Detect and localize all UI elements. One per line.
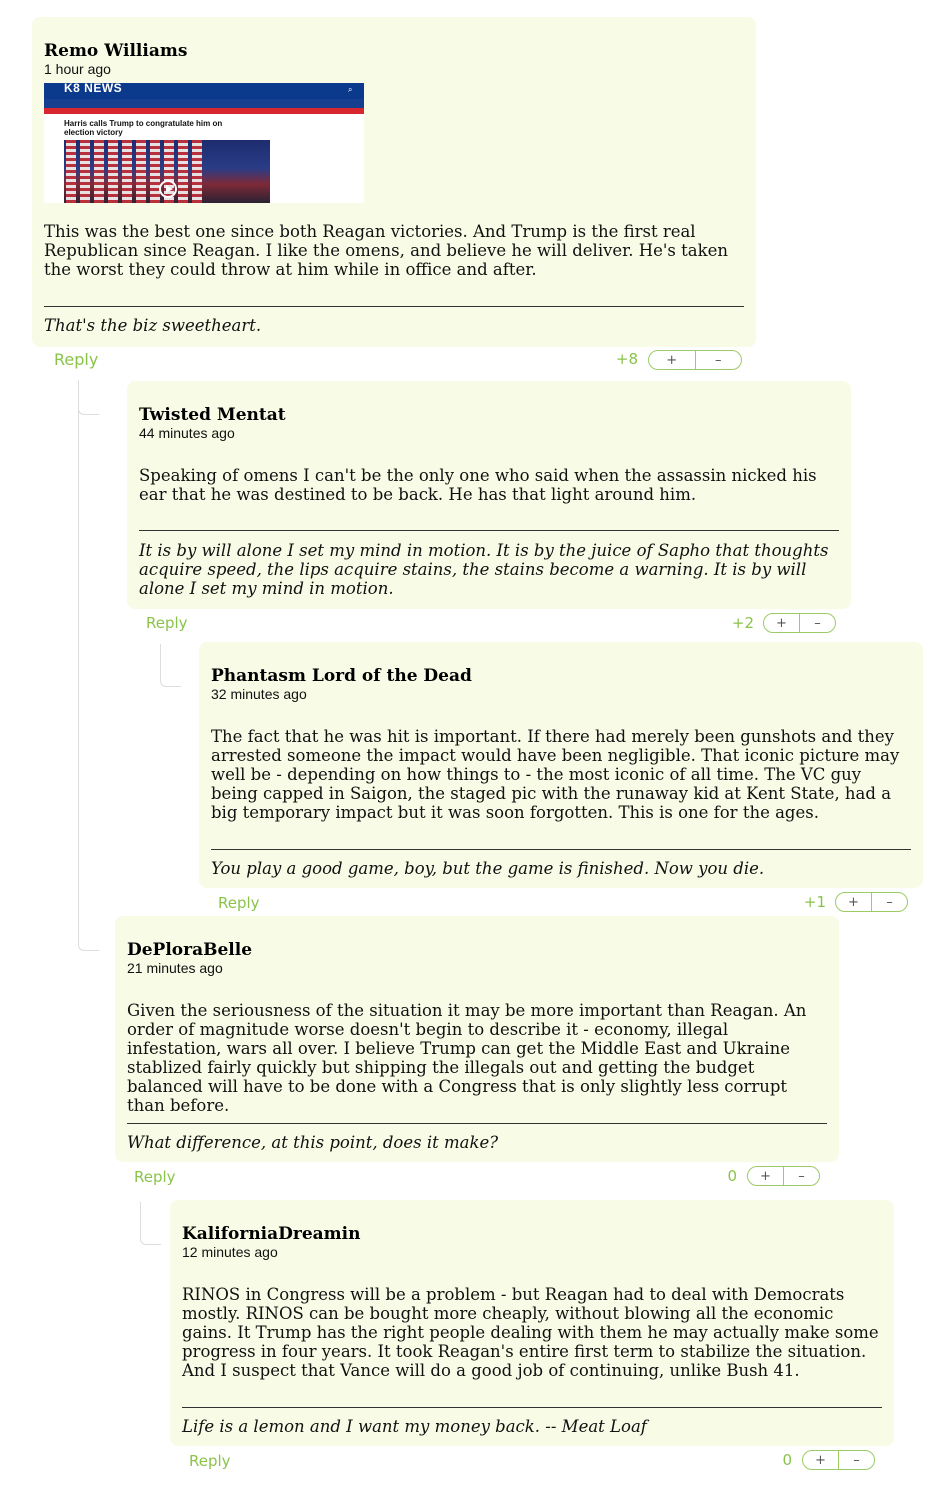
comment-timestamp: 21 minutes ago [127, 960, 223, 976]
vote-control [648, 350, 742, 370]
vote-score: +8 [615, 350, 638, 368]
flag-graphic [94, 140, 104, 203]
comment-author[interactable]: DePloraBelle [127, 940, 253, 960]
comment-timestamp: 12 minutes ago [182, 1244, 278, 1260]
comment-card [170, 1200, 894, 1446]
vote-score: +1 [803, 893, 826, 911]
comment-body: Given the seriousness of the situation it may be more important than Reagan. An order of magnitude worse doesn't begin to describe it - economy, illegal infestation, wars all over. I believe Trump can get the Middle East and Ukraine stablized fairly quickly but shipping the illegals out and getting the budget balanced will have to be done with a Congress that is only slightly less corrupt than before. [127, 1001, 807, 1115]
signature-divider [44, 306, 744, 307]
comment-signature: It is by will alone I set my mind in motion. It is by the juice of Sapho that thoughts acquire speed, the lips acquire stains, the stains become a warning. It is by will alone I set my mind in motion. [139, 541, 829, 598]
thread-elbow [160, 644, 181, 687]
thread-elbow [78, 928, 99, 951]
news-nav-bar [44, 99, 364, 108]
reply-button[interactable]: Reply [189, 1452, 231, 1470]
comment-body: Speaking of omens I can't be the only one who said when the assassin nicked his ear that he was destined to be back. He has that light around him. [139, 466, 817, 504]
upvote-button[interactable]: + [649, 351, 696, 369]
comment-signature: Life is a lemon and I want my money back. -- Meat Loaf [182, 1417, 647, 1436]
comment-card [32, 17, 756, 347]
vote-control [802, 1450, 875, 1470]
upvote-button[interactable]: + [803, 1451, 839, 1469]
upvote-button[interactable]: + [748, 1167, 784, 1185]
upvote-button[interactable]: + [764, 614, 800, 632]
vote-score: 0 [782, 1451, 792, 1469]
comment-card [115, 916, 839, 1162]
thread-elbow [140, 1202, 161, 1245]
flag-graphic [108, 140, 118, 203]
comment-author[interactable]: Remo Williams [44, 41, 188, 61]
downvote-button[interactable]: – [814, 615, 821, 631]
comment-author[interactable]: Twisted Mentat [139, 405, 286, 425]
vote-score: +2 [731, 614, 754, 632]
reply-button[interactable]: Reply [134, 1168, 176, 1186]
comment-body: RINOS in Congress will be a problem - but Reagan had to deal with Democrats mostly. RINOS can be bought more cheaply, without blowing all the economic gains. It Trump has the right people dealing with them he may actually make some progress in four years. It took Reagan's entire first term to stabilize the situation. And I suspect that Vance will do a good job of continuing, unlike Bush 41. [182, 1285, 879, 1380]
play-icon[interactable] [159, 180, 177, 198]
search-icon: ⌕ [348, 85, 353, 94]
news-alert-bar [44, 108, 364, 114]
signature-divider [211, 849, 911, 850]
flag-graphic [66, 140, 76, 203]
downvote-button[interactable]: – [886, 894, 893, 910]
thread-elbow [78, 392, 99, 415]
news-photo [64, 140, 270, 203]
flag-graphic [178, 140, 188, 203]
flag-graphic [150, 140, 160, 203]
comment-signature: What difference, at this point, does it make? [127, 1133, 499, 1152]
comment-timestamp: 1 hour ago [44, 61, 111, 77]
flag-graphic [192, 140, 202, 203]
reply-button[interactable]: Reply [54, 350, 99, 369]
comment-body: This was the best one since both Reagan victories. And Trump is the first real Republican since Reagan. I like the omens, and believe he will deliver. He's taken the worst they could throw at him while in office and after. [44, 222, 729, 279]
thread-line [78, 380, 79, 940]
comment-body: The fact that he was hit is important. If there had merely been gunshots and they arrested someone the impact would have been negligible. That iconic picture may well be - depending on how things to - the most iconic of all time. The VC guy being capped in Saigon, the staged pic with the runaway kid at Kent State, had a big temporary impact but it was soon forgotten. This is one for the ages. [211, 727, 900, 822]
reply-button[interactable]: Reply [218, 894, 260, 912]
comment-card [127, 381, 851, 609]
signature-divider [182, 1407, 882, 1408]
flag-graphic [80, 140, 90, 203]
signature-divider [127, 1123, 827, 1124]
vote-control [835, 892, 908, 912]
comment-card [199, 642, 923, 888]
downvote-button[interactable]: – [798, 1168, 805, 1184]
downvote-button[interactable]: – [853, 1452, 860, 1468]
vote-score: 0 [727, 1167, 737, 1185]
comment-timestamp: 44 minutes ago [139, 425, 235, 441]
comment-author[interactable]: KaliforniaDreamin [182, 1224, 361, 1244]
news-header-bar [44, 83, 364, 99]
reply-button[interactable]: Reply [146, 614, 188, 632]
news-logo: K8 NEWS [64, 83, 123, 95]
vote-control [763, 613, 836, 633]
flag-graphic [136, 140, 146, 203]
news-headline: Harris calls Trump to congratulate him on election victory [64, 119, 223, 137]
news-screenshot-image [44, 83, 364, 203]
flag-graphic [122, 140, 132, 203]
comment-author[interactable]: Phantasm Lord of the Dead [211, 666, 472, 686]
downvote-button[interactable]: – [715, 352, 722, 368]
comment-signature: That's the biz sweetheart. [44, 316, 262, 335]
vote-control [747, 1166, 820, 1186]
upvote-button[interactable]: + [836, 893, 872, 911]
signature-divider [139, 530, 839, 531]
comment-signature: You play a good game, boy, but the game is finished. Now you die. [211, 859, 765, 878]
comment-timestamp: 32 minutes ago [211, 686, 307, 702]
